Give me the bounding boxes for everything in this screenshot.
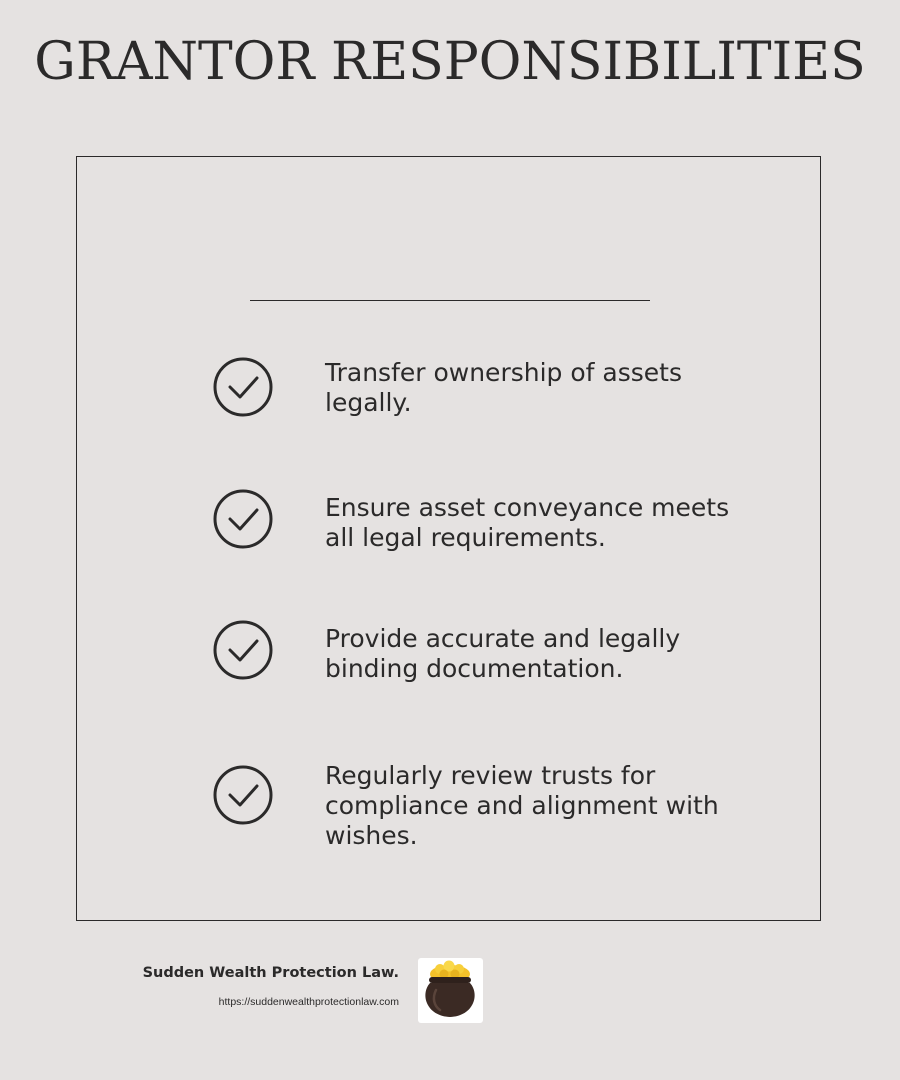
footer-brand-name: Sudden Wealth Protection Law. (142, 965, 399, 981)
page-title: GRANTOR RESPONSIBILITIES (34, 32, 866, 92)
check-circle-icon (212, 764, 274, 826)
responsibility-text: Ensure asset conveyance meets all legal requirements. (325, 493, 730, 552)
responsibility-text: Regularly review trusts for compliance and alignment with wishes. (325, 761, 719, 850)
footer-url-link[interactable]: https://suddenwealthprotectionlaw.com (218, 996, 399, 1008)
responsibility-text: Provide accurate and legally binding documentation. (325, 624, 681, 683)
check-circle-icon (212, 356, 274, 418)
responsibility-text: Transfer ownership of assets legally. (325, 358, 682, 417)
check-circle-icon (212, 619, 274, 681)
pot-of-gold-icon (418, 958, 483, 1023)
check-circle-icon (212, 488, 274, 550)
divider (250, 300, 650, 301)
